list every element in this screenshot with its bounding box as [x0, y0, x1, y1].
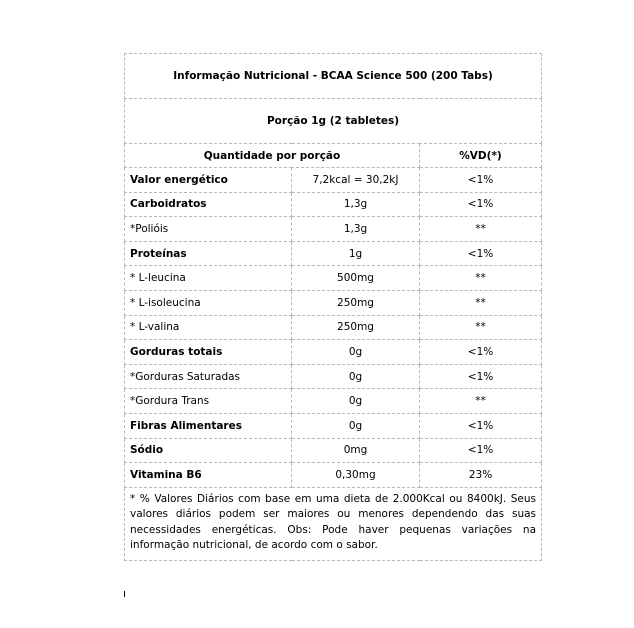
nutrient-vd: ** [420, 217, 542, 242]
table-row [125, 290, 542, 315]
nutrient-name: * L-valina [125, 315, 292, 340]
quantity-header: Quantidade por porção [125, 144, 420, 168]
nutrient-vd: ** [420, 266, 542, 291]
footnote: * % Valores Diários com base em uma dieta de 2.000Kcal ou 8400kJ. Seus valores diários podem ser maiores ou menores dependendo das suas necessidades energéticas. Obs: Pode haver pequenas variações na informação nutricional, de acordo com o sabor. [125, 487, 542, 560]
nutrient-quantity: 1g [292, 241, 420, 266]
table-row [125, 217, 542, 242]
table-row [125, 389, 542, 414]
nutrient-quantity: 0,30mg [292, 463, 420, 488]
table-row [125, 192, 542, 217]
nutrient-name: * L-leucina [125, 266, 292, 291]
nutrient-vd: <1% [420, 168, 542, 193]
nutrient-quantity: 0g [292, 364, 420, 389]
portion-row [125, 99, 542, 144]
nutrient-vd: <1% [420, 364, 542, 389]
table-row [125, 241, 542, 266]
nutrient-vd: ** [420, 290, 542, 315]
table-row [125, 364, 542, 389]
nutrient-name: *Gordura Trans [125, 389, 292, 414]
nutrient-name: * L-isoleucina [125, 290, 292, 315]
nutrient-name: Fibras Alimentares [125, 413, 292, 438]
text-cursor [124, 591, 125, 597]
nutrient-name: Valor energético [125, 168, 292, 193]
table-row [125, 266, 542, 291]
nutrient-quantity: 250mg [292, 315, 420, 340]
nutrient-vd: 23% [420, 463, 542, 488]
table-title-row [125, 54, 542, 99]
nutrient-vd: ** [420, 389, 542, 414]
footnote-row [125, 487, 542, 560]
nutrient-vd: <1% [420, 241, 542, 266]
nutrient-name: *Gorduras Saturadas [125, 364, 292, 389]
nutrient-name: Gorduras totais [125, 340, 292, 365]
table-title: Informação Nutricional - BCAA Science 500 (200 Tabs) [125, 54, 542, 99]
nutrient-name: Proteínas [125, 241, 292, 266]
table-row [125, 168, 542, 193]
nutrient-quantity: 7,2kcal = 30,2kJ [292, 168, 420, 193]
nutrient-name: *Polióis [125, 217, 292, 242]
nutrient-vd: <1% [420, 340, 542, 365]
table-row [125, 315, 542, 340]
nutrient-quantity: 250mg [292, 290, 420, 315]
table-row [125, 340, 542, 365]
nutrient-quantity: 0g [292, 389, 420, 414]
nutrient-vd: <1% [420, 192, 542, 217]
nutrient-vd: <1% [420, 413, 542, 438]
nutrient-vd: ** [420, 315, 542, 340]
nutrient-quantity: 500mg [292, 266, 420, 291]
nutrient-quantity: 0g [292, 413, 420, 438]
vd-header: %VD(*) [420, 144, 542, 168]
table-row [125, 438, 542, 463]
nutrient-name: Vitamina B6 [125, 463, 292, 488]
nutrient-quantity: 0mg [292, 438, 420, 463]
nutrient-name: Carboidratos [125, 192, 292, 217]
nutrient-quantity: 1,3g [292, 217, 420, 242]
nutrition-facts-table [124, 53, 542, 561]
table-row [125, 413, 542, 438]
nutrient-name: Sódio [125, 438, 292, 463]
nutrient-vd: <1% [420, 438, 542, 463]
nutrient-quantity: 0g [292, 340, 420, 365]
table-row [125, 463, 542, 488]
nutrient-quantity: 1,3g [292, 192, 420, 217]
portion-size: Porção 1g (2 tabletes) [125, 99, 542, 144]
column-header-row [125, 144, 542, 168]
